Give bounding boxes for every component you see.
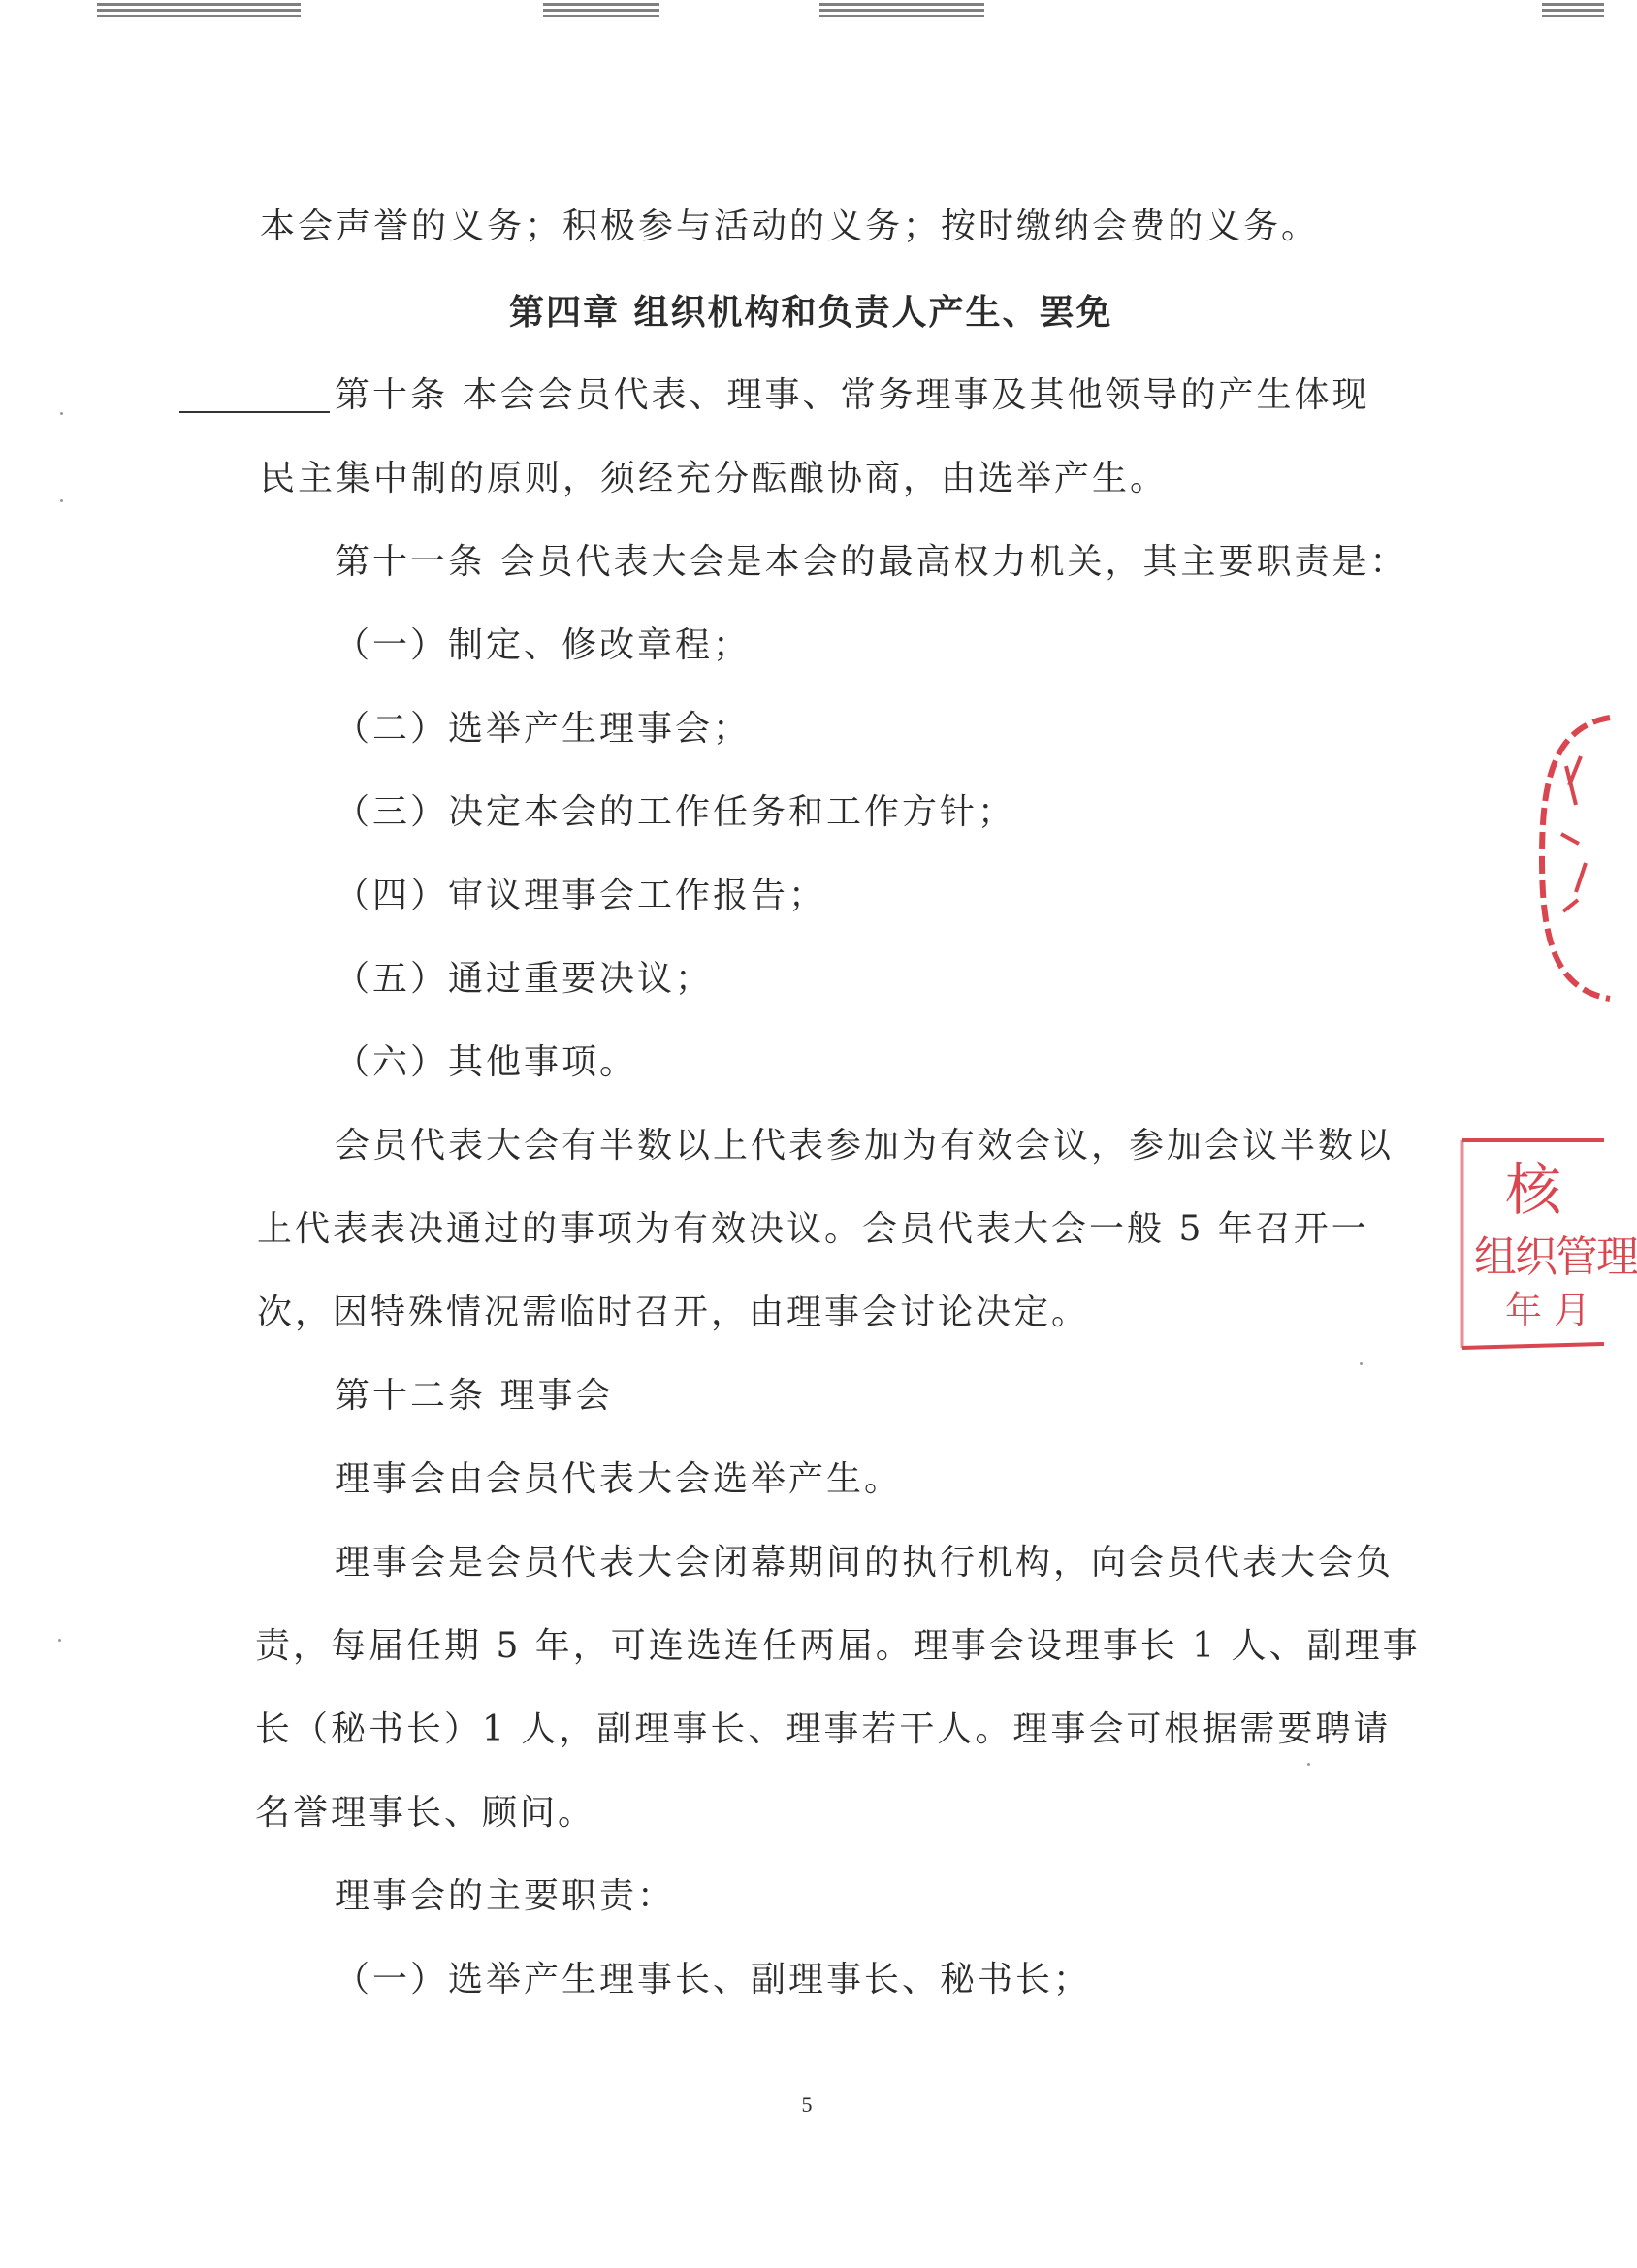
list-item: （三）决定本会的工作任务和工作方针； [335, 792, 1016, 832]
scan-speck [60, 499, 63, 502]
list-item: （五）通过重要决议； [335, 959, 714, 999]
chapter-heading: 第四章 组织机构和负责人产生、罢免 [509, 292, 1113, 333]
article-10-line: 第十条 本会会员代表、理事、常务理事及其他领导的产生体现 [335, 375, 1370, 415]
article-11-line: 第十一条 会员代表大会是本会的最高权力机关，其主要职责是： [335, 542, 1408, 582]
text-line: 民主集中制的原则，须经充分酝酿协商，由选举产生。 [260, 459, 1169, 498]
page-number: 5 [801, 2092, 813, 2117]
text-line: 上代表表决通过的事项为有效决议。会员代表大会一般 5 年召开一 [257, 1209, 1369, 1249]
stamp-seal-date: 年 月 [1505, 1289, 1591, 1331]
text-line: 责，每届任期 5 年，可连选连任两届。理事会设理事长 1 人、副理事 [255, 1626, 1421, 1666]
text-line: 理事会由会员代表大会选举产生。 [335, 1459, 903, 1499]
stamp-seal-line: 组织管理 [1474, 1232, 1637, 1282]
scan-speck [58, 1639, 61, 1642]
text-line: 理事会是会员代表大会闭幕期间的执行机构，向会员代表大会负 [335, 1543, 1395, 1582]
round-seal-fragment [1532, 708, 1604, 1008]
approval-stamp-fragment [1455, 1134, 1637, 1358]
text-line: 理事会的主要职责： [335, 1876, 676, 1916]
handwritten-underline [179, 411, 330, 413]
text-line: 本会声誉的义务；积极参与活动的义务；按时缴纳会费的义务。 [260, 207, 1320, 246]
scan-speck [1360, 1362, 1363, 1365]
list-item: （二）选举产生理事会； [335, 709, 752, 749]
text-line: 会员代表大会有半数以上代表参加为有效会议，参加会议半数以 [335, 1126, 1395, 1166]
list-item: （一）选举产生理事长、副理事长、秘书长； [335, 1960, 1092, 1999]
list-item: （四）审议理事会工作报告； [335, 876, 827, 915]
stamp-seal-char: 核 [1505, 1157, 1562, 1223]
text-line: 次，因特殊情况需临时召开，由理事会讨论决定。 [257, 1293, 1090, 1332]
text-line: 名誉理事长、顾问。 [255, 1793, 596, 1833]
list-item: （六）其他事项。 [335, 1042, 638, 1082]
article-12-line: 第十二条 理事会 [335, 1376, 614, 1416]
scan-speck [1307, 1763, 1310, 1766]
text-line: 长（秘书长）1 人，副理事长、理事若干人。理事会可根据需要聘请 [255, 1709, 1392, 1749]
list-item: （一）制定、修改章程； [335, 625, 752, 665]
scan-speck [60, 412, 63, 415]
